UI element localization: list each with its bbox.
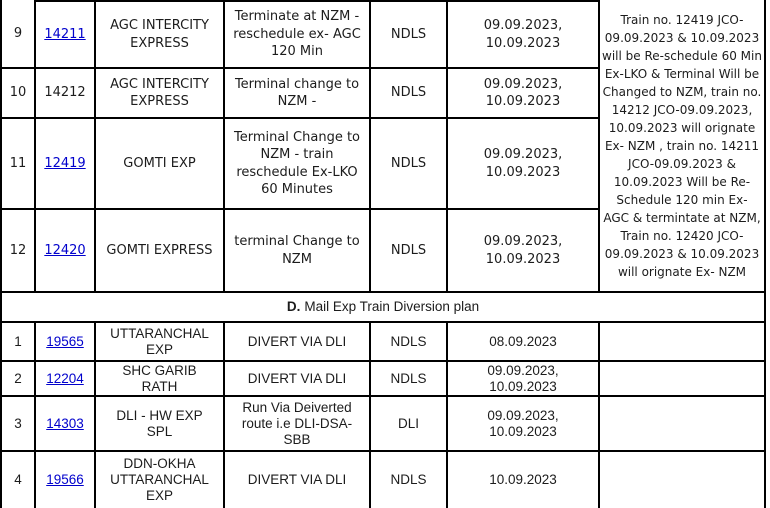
train-number-link[interactable]: 14303	[46, 415, 84, 431]
remark-cell: Terminal change to NZM -	[223, 67, 371, 119]
station-cell: NDLS	[369, 321, 448, 362]
train-number-link[interactable]: 12419	[44, 155, 86, 171]
train-number-link[interactable]: 19565	[46, 333, 84, 349]
serial-cell: 10	[0, 67, 36, 119]
note-cell-empty	[598, 450, 766, 508]
dates-cell: 09.09.2023, 10.09.2023	[446, 117, 600, 210]
note-cell-empty	[598, 321, 766, 362]
consolidated-note-cell: Train no. 12419 JCO-09.09.2023 & 10.09.2023 will be Re-schedule 60 Min Ex-LKO & Terminal Will be Changed to NZM, train no. 14212 JCO-09.09.2023, 10.09.2023 will orignate Ex- NZM , train no. 14211 JCO-09.09.2023 & 10.09.2023 Will be Re-Schedule 120 min Ex- AGC & termintate at NZM, Train no. 12420 JCO-09.09.2023 & 10.09.2023 will orignate Ex- NZM	[598, 0, 766, 293]
serial-cell: 12	[0, 208, 36, 293]
remark-cell: DIVERT VIA DLI	[223, 450, 371, 508]
dates-cell: 08.09.2023	[446, 321, 600, 362]
remark-cell: terminal Change to NZM	[223, 208, 371, 293]
dates-cell: 10.09.2023	[446, 450, 600, 508]
train-number-link[interactable]: 14211	[44, 26, 86, 42]
section-d-header	[0, 291, 766, 323]
serial-cell: 4	[0, 450, 36, 508]
train-number-cell	[34, 67, 96, 119]
dates-cell: 09.09.2023, 10.09.2023	[446, 0, 600, 69]
dates-cell: 09.09.2023, 10.09.2023	[446, 67, 600, 119]
remark-cell: Terminal Change to NZM - train reschedule Ex-LKO 60 Minutes	[223, 117, 371, 210]
dates-cell: 09.09.2023, 10.09.2023	[446, 208, 600, 293]
train-number-cell	[34, 450, 96, 508]
train-number-text: 14212	[44, 85, 86, 101]
train-name-cell: GOMTI EXP	[94, 117, 225, 210]
serial-cell: 1	[0, 321, 36, 362]
remark-cell: DIVERT VIA DLI	[223, 360, 371, 397]
train-name-cell: GOMTI EXPRESS	[94, 208, 225, 293]
serial-cell: 3	[0, 395, 36, 452]
remark-cell: DIVERT VIA DLI	[223, 321, 371, 362]
section-label-prefix: D.	[286, 299, 301, 314]
station-cell: NDLS	[369, 208, 448, 293]
train-number-cell	[34, 395, 96, 452]
train-number-link[interactable]: 19566	[46, 472, 84, 487]
train-number-cell	[34, 321, 96, 362]
note-cell-empty	[598, 395, 766, 452]
train-number-cell	[34, 0, 96, 69]
station-cell: NDLS	[369, 450, 448, 508]
station-cell: NDLS	[369, 67, 448, 119]
serial-cell: 11	[0, 117, 36, 210]
train-name-cell: UTTARANCHAL EXP	[94, 321, 225, 362]
serial-cell: 9	[0, 0, 36, 69]
train-number-cell	[34, 117, 96, 210]
train-number-cell	[34, 208, 96, 293]
dates-cell: 09.09.2023, 10.09.2023	[446, 360, 600, 397]
note-cell-empty	[598, 360, 766, 397]
remark-cell: Run Via Deiverted route i.e DLI-DSA-SBB	[223, 395, 371, 452]
train-name-cell: AGC INTERCITY EXPRESS	[94, 67, 225, 119]
dates-cell: 09.09.2023, 10.09.2023	[446, 395, 600, 452]
train-number-link[interactable]: 12204	[46, 370, 84, 386]
station-cell: NDLS	[369, 117, 448, 210]
remark-cell: Terminate at NZM - reschedule ex- AGC 120 Min	[223, 0, 371, 69]
train-name-cell: DDN-OKHA UTTARANCHAL EXP	[94, 450, 225, 508]
train-name-cell: AGC INTERCITY EXPRESS	[94, 0, 225, 69]
serial-cell: 2	[0, 360, 36, 397]
train-name-cell: SHC GARIB RATH	[94, 360, 225, 397]
station-cell: NDLS	[369, 360, 448, 397]
section-label-title: Mail Exp Train Diversion plan	[304, 299, 480, 314]
station-cell: DLI	[369, 395, 448, 452]
station-cell: NDLS	[369, 0, 448, 69]
train-name-cell: DLI - HW EXP SPL	[94, 395, 225, 452]
train-number-cell	[34, 360, 96, 397]
train-number-link[interactable]: 12420	[44, 242, 86, 258]
